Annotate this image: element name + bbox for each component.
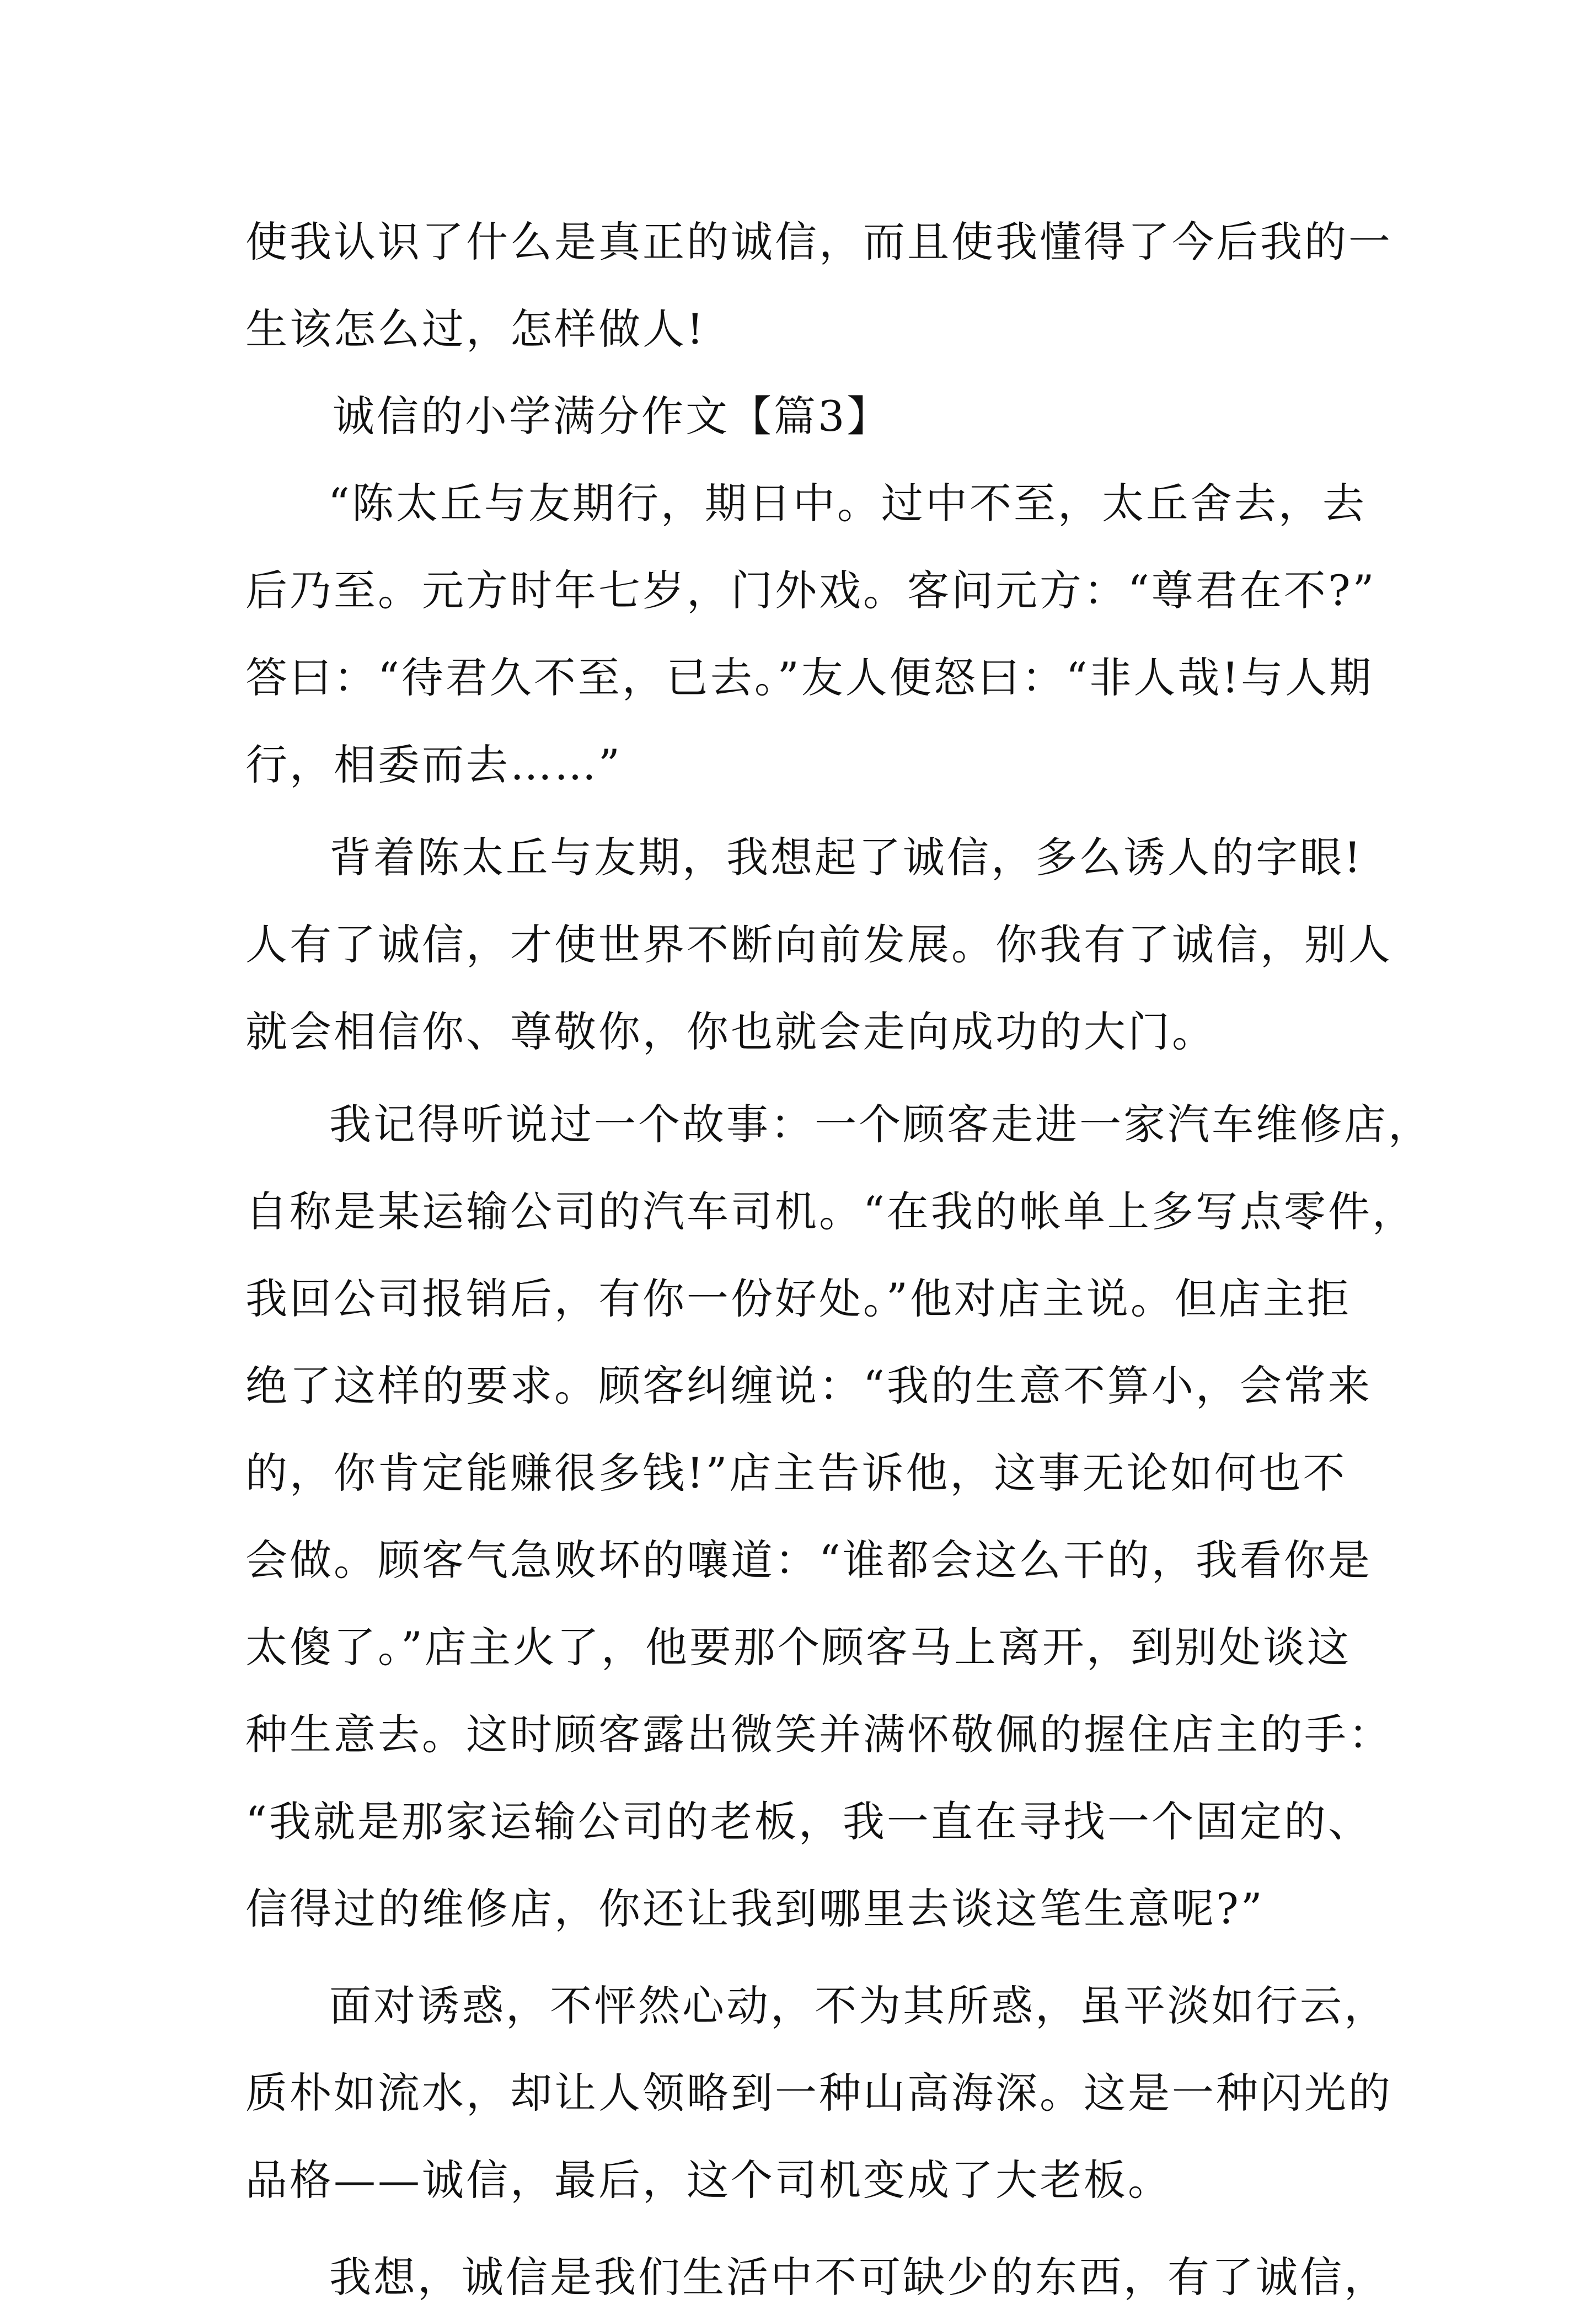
text-line: “我就是那家运输公司的老板，我一直在寻找一个固定的、: [245, 1797, 1372, 1846]
text-line: 的，你肯定能赚很多钱!”店主告诉他，这事无论如何也不: [245, 1448, 1347, 1498]
text-line: 品格——诚信，最后，这个司机变成了大老板。: [245, 2156, 1172, 2205]
text-line: 就会相信你、尊敬你，你也就会走向成功的大门。: [245, 1007, 1216, 1056]
text-line: 后乃至。元方时年七岁，门外戏。客问元方：“尊君在不?”: [245, 566, 1377, 615]
text-line: 我回公司报销后，有你一份好处。”他对店主说。但店主拒: [245, 1274, 1351, 1323]
text-line: 质朴如流水，却让人领略到一种山高海深。这是一种闪光的: [245, 2068, 1393, 2117]
text-line: 信得过的维修店，你还让我到哪里去谈这笔生意呢?”: [245, 1884, 1265, 1933]
text-line: 我想，诚信是我们生活中不可缺少的东西，有了诚信，: [329, 2253, 1388, 2302]
section-heading: 诚信的小学满分作文【篇3】: [333, 392, 891, 441]
text-line: 种生意去。这时顾客露出微笑并满怀敬佩的握住店主的手：: [245, 1710, 1393, 1759]
text-line: 使我认识了什么是真正的诚信，而且使我懂得了今后我的一: [245, 217, 1393, 266]
document-body: [245, 199, 1432, 2321]
text-line: 绝了这样的要求。顾客纠缠说：“我的生意不算小，会常来: [245, 1361, 1372, 1410]
text-line: 太傻了。”店主火了，他要那个顾客马上离开，到别处谈这: [245, 1623, 1351, 1672]
text-line: 我记得听说过一个故事：一个顾客走进一家汽车维修店，: [329, 1100, 1432, 1149]
text-line: 生该怎么过，怎样做人!: [245, 304, 706, 354]
text-line: 会做。顾客气急败坏的嚷道：“谁都会这么干的，我看你是: [245, 1536, 1372, 1585]
text-line: 行，相委而去……”: [245, 740, 622, 789]
text-line: 人有了诚信，才使世界不断向前发展。你我有了诚信，别人: [245, 920, 1393, 969]
text-line: 背着陈太丘与友期，我想起了诚信，多么诱人的字眼!: [329, 833, 1363, 882]
text-line: 自称是某运输公司的汽车司机。“在我的帐单上多写点零件，: [245, 1187, 1416, 1236]
text-line: 面对诱惑，不怦然心动，不为其所惑，虽平淡如行云，: [329, 1981, 1388, 2030]
text-line: “陈太丘与友期行，期日中。过中不至，太丘舍去，去: [328, 479, 1367, 528]
text-line: 答曰：“待君久不至，已去。”友人便怒曰：“非人哉!与人期: [245, 653, 1374, 702]
